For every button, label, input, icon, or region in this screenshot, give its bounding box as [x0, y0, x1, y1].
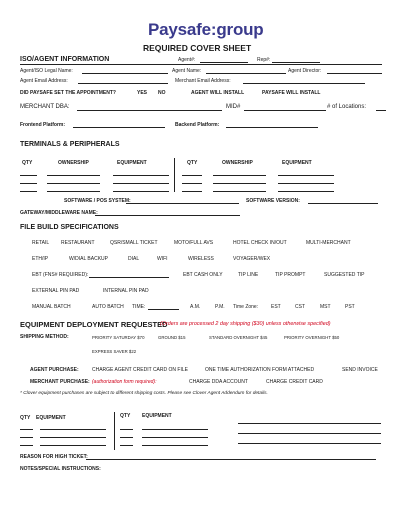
- logo-text: Paysafe: [148, 20, 211, 39]
- build-internal-pin[interactable]: INTERNAL PIN PAD: [103, 288, 149, 294]
- terminals-heading: TERMINALS & PERIPHERALS: [20, 141, 120, 148]
- build-time-zone-label: Time Zone:: [233, 304, 259, 310]
- terminals-ownership-right: OWNERSHIP: [222, 160, 253, 166]
- appointment-question: DID PAYSAFE SET THE APPOINTMENT?: [20, 90, 116, 96]
- term-right-qty-2[interactable]: [182, 183, 202, 184]
- zone-est[interactable]: EST: [271, 304, 281, 310]
- software-version-label: SOFTWARE VERSION:: [246, 198, 300, 204]
- merchant-dba-label: MERCHANT DBA:: [20, 104, 70, 110]
- bottom-qty-right: QTY: [120, 413, 131, 419]
- appointment-no[interactable]: NO: [158, 90, 166, 96]
- ship-ground[interactable]: GROUND $15: [158, 335, 186, 340]
- locations-label: # of Locations:: [327, 104, 367, 110]
- logo-suffix: group: [216, 20, 264, 39]
- build-moto[interactable]: MOTO/FULL AVS: [174, 240, 214, 246]
- term-right-own-3[interactable]: [213, 191, 266, 192]
- build-am[interactable]: A.M.: [190, 304, 201, 310]
- agent-email-label: Agent Email Address:: [20, 78, 68, 84]
- term-left-own-3[interactable]: [47, 191, 100, 192]
- software-version-field[interactable]: [308, 203, 378, 204]
- bottom-left-eq-1[interactable]: [40, 429, 106, 430]
- legal-name-label: Agent/ISO Legal Name:: [20, 68, 73, 74]
- build-restaurant[interactable]: RESTAURANT: [61, 240, 95, 246]
- terminals-qty-left: QTY: [22, 160, 33, 166]
- build-wireless[interactable]: WIRELESS: [188, 256, 214, 262]
- terminals-qty-right: QTY: [187, 160, 198, 166]
- appointment-yes[interactable]: YES: [137, 90, 148, 96]
- term-left-eq-3[interactable]: [113, 191, 169, 192]
- agent-one-time-auth[interactable]: ONE TIME AUTHORIZATION FORM ATTACHED: [205, 367, 315, 373]
- build-retail[interactable]: RETAIL: [32, 240, 50, 246]
- bottom-right-qty-2[interactable]: [120, 437, 133, 438]
- build-time-label: TIME:: [132, 304, 146, 310]
- deployment-note: (Orders are processed 2 day shipping ($30) unless otherwise specified): [160, 321, 331, 327]
- build-pm[interactable]: P.M.: [215, 304, 225, 310]
- build-dial-backup[interactable]: W/DIAL BACKUP: [69, 256, 108, 262]
- build-tip-line[interactable]: TIP LINE: [238, 272, 259, 278]
- agent-name-label: Agent Name:: [172, 68, 202, 74]
- merchant-dba-field[interactable]: [77, 110, 222, 111]
- agent-name-field[interactable]: [206, 73, 286, 74]
- term-right-own-1[interactable]: [213, 175, 266, 176]
- build-suggested-tip[interactable]: SUGGESTED TIP: [324, 272, 365, 278]
- ship-priority-saturday[interactable]: PRIORITY SATURDAY $70: [92, 335, 145, 340]
- build-external-pin[interactable]: EXTERNAL PIN PAD: [32, 288, 80, 294]
- terminals-equipment-right: EQUIPMENT: [282, 160, 312, 166]
- rep-number-field[interactable]: [272, 62, 320, 63]
- term-left-qty-1[interactable]: [20, 175, 37, 176]
- bottom-divider: [114, 412, 115, 450]
- bottom-notes-line-3[interactable]: [238, 443, 381, 444]
- batch-time-field[interactable]: [148, 309, 179, 310]
- agent-director-field[interactable]: [327, 73, 382, 74]
- paysafe-logo: [148, 20, 264, 40]
- term-left-qty-2[interactable]: [20, 183, 37, 184]
- zone-cst[interactable]: CST: [295, 304, 305, 310]
- term-right-qty-3[interactable]: [182, 191, 202, 192]
- agent-number-field[interactable]: [200, 62, 248, 63]
- term-right-own-2[interactable]: [213, 183, 266, 184]
- term-left-own-1[interactable]: [47, 175, 100, 176]
- build-ebt-fns[interactable]: EBT (FNS# REQUIRED):: [32, 272, 89, 278]
- build-qsr[interactable]: QSR/SMALL TICKET: [110, 240, 158, 246]
- clover-note: * Clover equipment purchases are subject to different shipping costs. Please see Clover Agent Addendum for details.: [20, 391, 268, 396]
- bottom-left-eq-2[interactable]: [40, 437, 106, 438]
- mid-label: MID#: [226, 104, 241, 110]
- page-title: REQUIRED COVER SHEET: [143, 43, 252, 53]
- locations-field[interactable]: [376, 110, 386, 111]
- agent-will-install[interactable]: AGENT WILL INSTALL: [191, 90, 245, 96]
- software-pos-label: SOFTWARE / POS SYSTEM:: [64, 198, 131, 204]
- build-multi-merchant[interactable]: MULTI-MERCHANT: [306, 240, 351, 246]
- zone-mst[interactable]: MST: [320, 304, 331, 310]
- merchant-auth-required: (authorization form required):: [92, 379, 157, 385]
- software-pos-field[interactable]: [126, 203, 239, 204]
- build-ebt-cash[interactable]: EBT CASH ONLY: [183, 272, 223, 278]
- bottom-left-eq-3[interactable]: [40, 445, 106, 446]
- gateway-label: GATEWAY/MIDDLEWARE NAME:: [20, 210, 98, 216]
- term-left-eq-2[interactable]: [113, 183, 169, 184]
- agent-charge-card[interactable]: CHARGE AGENT CREDIT CARD ON FILE: [92, 367, 188, 373]
- agent-purchase-label: AGENT PURCHASE:: [30, 367, 79, 373]
- bottom-right-eq-3[interactable]: [142, 445, 208, 446]
- build-auto-batch[interactable]: AUTO BATCH: [92, 304, 124, 310]
- build-ethip[interactable]: ETH/IP: [32, 256, 49, 262]
- legal-name-field[interactable]: [82, 73, 168, 74]
- bottom-left-qty-1[interactable]: [20, 429, 33, 430]
- ship-priority-overnight[interactable]: PRIORITY OVERNIGHT $50: [284, 335, 340, 340]
- build-manual-batch[interactable]: MANUAL BATCH: [32, 304, 71, 310]
- shipping-method-label: SHIPPING METHOD:: [20, 334, 69, 340]
- term-right-eq-3[interactable]: [278, 191, 334, 192]
- bottom-qty-left: QTY: [20, 415, 31, 421]
- term-right-eq-2[interactable]: [278, 183, 334, 184]
- zone-pst[interactable]: PST: [345, 304, 355, 310]
- iso-heading-rule: [20, 64, 382, 65]
- term-left-own-2[interactable]: [47, 183, 100, 184]
- backend-platform-label: Backend Platform:: [175, 122, 220, 128]
- agent-send-invoice[interactable]: SEND INVOICE: [342, 367, 378, 373]
- notes-label: NOTES/SPECIAL INSTRUCTIONS:: [20, 466, 101, 472]
- merchant-charge-card[interactable]: CHARGE CREDIT CARD: [266, 379, 323, 385]
- bottom-right-eq-1[interactable]: [142, 429, 208, 430]
- bottom-right-qty-1[interactable]: [120, 429, 133, 430]
- build-wifi[interactable]: WIFI: [157, 256, 168, 262]
- bottom-right-qty-3[interactable]: [120, 445, 133, 446]
- ship-express-saver[interactable]: EXPRESS SAVER $22: [92, 349, 137, 354]
- reason-high-ticket-label: REASON FOR HIGH TICKET:: [20, 454, 88, 460]
- mid-field[interactable]: [244, 110, 326, 111]
- bottom-left-qty-2[interactable]: [20, 437, 33, 438]
- build-voyager[interactable]: VOYAGER/WEX: [233, 256, 271, 262]
- merchant-charge-dda[interactable]: CHARGE DDA ACCOUNT: [189, 379, 248, 385]
- term-left-eq-1[interactable]: [113, 175, 169, 176]
- terminals-ownership-left: OWNERSHIP: [58, 160, 89, 166]
- bottom-equipment-right: EQUIPMENT: [142, 413, 172, 419]
- rep-number-label: Rep#:: [257, 57, 271, 63]
- deployment-heading: EQUIPMENT DEPLOYMENT REQUESTED: [20, 320, 168, 329]
- term-left-qty-3[interactable]: [20, 191, 37, 192]
- agent-number-label: Agent#:: [178, 57, 196, 63]
- build-tip-prompt[interactable]: TIP PROMPT: [275, 272, 306, 278]
- file-build-heading: FILE BUILD SPECIFICATIONS: [20, 224, 119, 231]
- ship-standard-overnight[interactable]: STANDARD OVERNIGHT $45: [209, 335, 268, 340]
- gateway-field[interactable]: [95, 215, 240, 216]
- terminals-divider: [174, 158, 175, 192]
- agent-director-label: Agent Director:: [288, 68, 322, 74]
- merchant-email-field[interactable]: [243, 83, 365, 84]
- backend-platform-field[interactable]: [226, 127, 318, 128]
- logo-dot: :: [210, 20, 217, 39]
- build-dial[interactable]: DIAL: [128, 256, 140, 262]
- merchant-purchase-label: MERCHANT PURCHASE:: [30, 379, 90, 385]
- merchant-email-label: Merchant Email Address:: [175, 78, 231, 84]
- frontend-platform-field[interactable]: [73, 127, 165, 128]
- bottom-notes-line-1[interactable]: [238, 423, 381, 424]
- reason-high-ticket-field[interactable]: [86, 459, 376, 460]
- iso-heading: ISO/AGENT INFORMATION: [20, 56, 110, 63]
- term-right-qty-1[interactable]: [182, 175, 202, 176]
- agent-email-field[interactable]: [78, 83, 168, 84]
- terminals-equipment-left: EQUIPMENT: [117, 160, 147, 166]
- ebt-fns-field[interactable]: [89, 277, 169, 278]
- bottom-left-qty-3[interactable]: [20, 445, 33, 446]
- bottom-equipment-left: EQUIPMENT: [36, 415, 66, 421]
- frontend-platform-label: Frontend Platform:: [20, 122, 65, 128]
- term-right-eq-1[interactable]: [278, 175, 334, 176]
- build-hotel[interactable]: HOTEL CHECK IN/OUT: [233, 240, 287, 246]
- bottom-right-eq-2[interactable]: [142, 437, 208, 438]
- bottom-notes-line-2[interactable]: [238, 433, 381, 434]
- paysafe-will-install[interactable]: PAYSAFE WILL INSTALL: [262, 90, 321, 96]
